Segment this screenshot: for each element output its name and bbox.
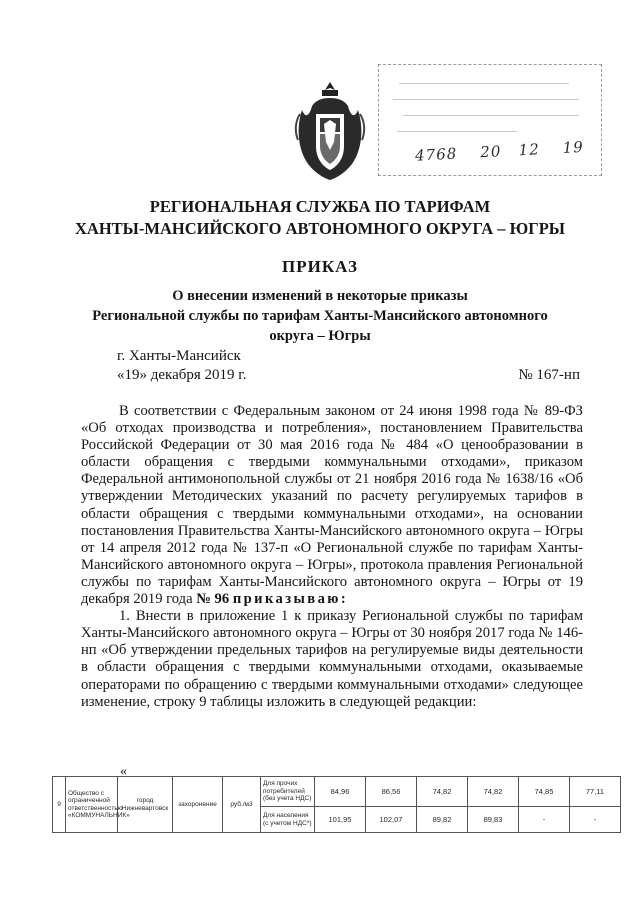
subject-line-2: Региональной службы по тарифам Ханты-Мансийского автономного xyxy=(92,308,548,324)
table-row xyxy=(53,777,621,807)
preamble-paragraph: В соответствии с Федеральным законом от 24 июня 1998 года № 89-ФЗ «Об отходах производства и потребления», постановлением Правительства Российской Федерации от 30 мая 2016 года № 484 «О ценообразовании в области обращения с твердыми коммунальными отходами», приказом Федеральной антимонопольной службы от 21 ноября 2016 года № 1638/16 «Об утверждении Методических указаний по расчету регулируемых тарифов в области обращения с твердыми коммунальными отходами», на основании постановления Правительства Ханты-Мансийского автономного округа – Югры от 14 апреля 2012 года № 137-п «О Региональной службе по тарифам Ханты-Мансийского автономного округа – Югры», протокола правления Региональной службы по тарифам Ханты-Мансийского автономного округа – Югры от 19 декабря 2019 года № 96 приказываю: xyxy=(81,403,583,608)
organization-name xyxy=(40,196,600,240)
activity-cell: захоронение xyxy=(173,777,223,833)
tariff-value: 102,07 xyxy=(366,807,417,833)
tariff-value: 74,82 xyxy=(417,777,468,807)
tariff-value: 77,11 xyxy=(570,777,621,807)
tariff-value: 84,96 xyxy=(315,777,366,807)
tariff-value: 86,56 xyxy=(366,777,417,807)
organization-cell: Общество с ограниченной ответственностью «КОММУНАЛЬНИК» xyxy=(66,777,118,833)
registration-number: 4768 20 12 19 xyxy=(414,137,585,165)
tariff-value: - xyxy=(570,807,621,833)
subject-line-1: О внесении изменений в некоторые приказы xyxy=(172,288,468,304)
org-line-2: ХАНТЫ-МАНСИЙСКОГО АВТОНОМНОГО ОКРУГА – ЮГРЫ xyxy=(75,219,565,238)
coat-of-arms-emblem xyxy=(294,80,366,182)
tariff-value: 89,82 xyxy=(417,807,468,833)
document-number: № 167-нп xyxy=(518,367,580,383)
tariff-value: 74,85 xyxy=(519,777,570,807)
opening-quote: « xyxy=(120,764,127,779)
clause-1-paragraph: 1. Внести в приложение 1 к приказу Региональной службы по тарифам Ханты-Мансийского автономного округа – Югры от 30 ноября 2017 года № 146-нп «Об утверждении предельных тарифов на регулируемые виды деятельности в области обращения с твердыми коммунальными отходами, оказываемые операторами по обращению с твердыми коммунальными отходами» следующее изменение, строку 9 таблицы изложить в следующей редакции: xyxy=(81,608,583,710)
document-type: ПРИКАЗ xyxy=(282,257,358,276)
subject-line-3: округа – Югры xyxy=(269,328,371,344)
registration-stamp xyxy=(378,64,602,176)
unit-cell: руб./м3 xyxy=(223,777,261,833)
row-number: 9 xyxy=(53,777,66,833)
tariff-value: 101,95 xyxy=(315,807,366,833)
territory-cell: город Нижневартовск xyxy=(118,777,173,833)
tariff-value: - xyxy=(519,807,570,833)
org-line-1: РЕГИОНАЛЬНАЯ СЛУЖБА ПО ТАРИФАМ xyxy=(149,197,491,216)
document-subject xyxy=(40,286,600,346)
tariff-value: 74,82 xyxy=(468,777,519,807)
document-body xyxy=(81,403,583,711)
document-date: «19» декабря 2019 г. xyxy=(117,367,247,383)
consumer-cell: Для населения (с учетом НДС*) xyxy=(261,807,315,833)
document-city: г. Ханты-Мансийск xyxy=(117,348,241,364)
consumer-cell: Для прочих потребителей (без учета НДС) xyxy=(261,777,315,807)
tariff-value: 89,83 xyxy=(468,807,519,833)
tariff-table xyxy=(52,776,621,833)
